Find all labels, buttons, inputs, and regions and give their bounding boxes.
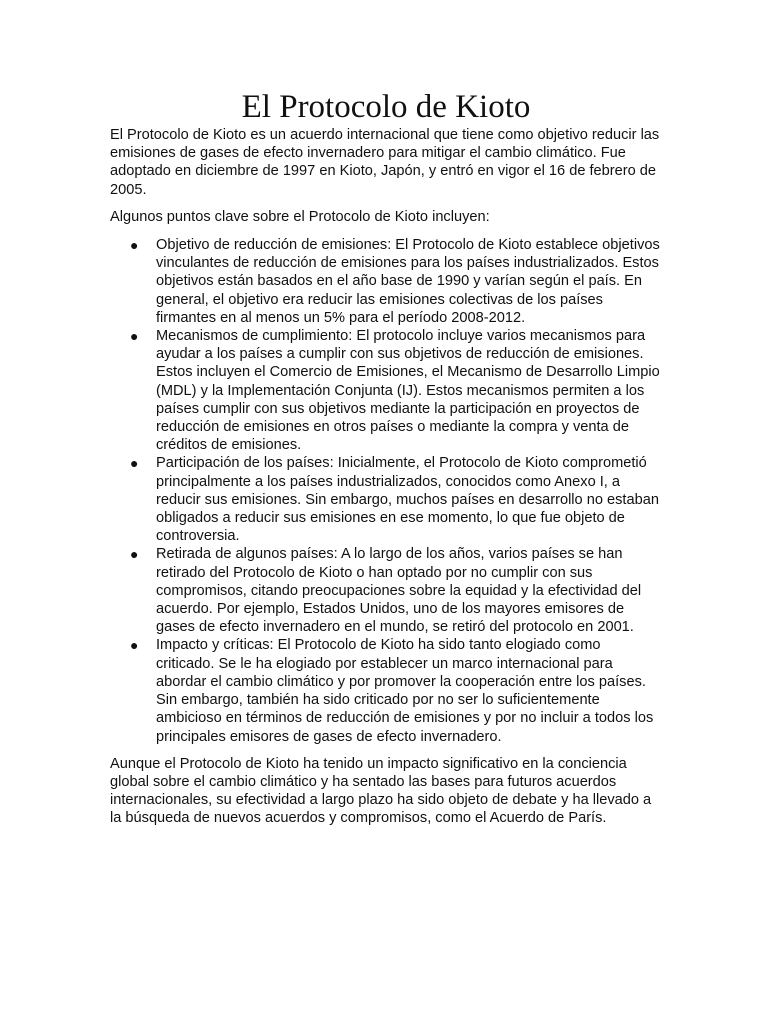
document-page [110,88,662,828]
bullet-icon: ● [130,455,139,472]
key-points-list [110,236,662,746]
lead-paragraph: Algunos puntos clave sobre el Protocolo de Kioto incluyen: [110,208,490,225]
closing-paragraph: Aunque el Protocolo de Kioto ha tenido un impacto significativo en la conciencia global sobre el cambio climático y ha sentado las bases para futuros acuerdos internacionales, su efectividad a largo plazo ha sido objeto de debate y ha llevado a la búsqueda de nuevos acuerdos y compromisos, como el Acuerdo de París. [110,755,652,827]
intro-paragraph: El Protocolo de Kioto es un acuerdo internacional que tiene como objetivo reducir las emisiones de gases de efecto invernadero para mitigar el cambio climático. Fue adoptado en diciembre de 1997 en Kioto, Japón, y entró en vigor el 16 de febrero de 2005. [110,127,660,198]
bullet-icon: ● [130,237,139,254]
list-item-text: Participación de los países: Inicialmente, el Protocolo de Kioto comprometió principalmente a los países industrializados, conocidos como Anexo I, a reducir sus emisiones. Sin embargo, muchos países en desarrollo no estaban obligados a reducir sus emisiones en ese momento, lo que fue objeto de controversia. [156,455,659,545]
document-title: El Protocolo de Kioto [241,89,531,125]
list-item [130,454,662,545]
list-item [130,327,662,454]
list-item-text: Objetivo de reducción de emisiones: El Protocolo de Kioto establece objetivos vinculantes de reducción de emisiones para los países industrializados. Estos objetivos están basados en el año base de 1990 y varían según el país. En general, el objetivo era reducir las emisiones colectivas de los países firmantes en al menos un 5% para el período 2008-2012. [156,237,660,326]
list-item [130,636,662,745]
list-item-text: Mecanismos de cumplimiento: El protocolo incluye varios mecanismos para ayudar a los países a cumplir con sus objetivos de reducción de emisiones. Estos incluyen el Comercio de Emisiones, el Mecanismo de Desarrollo Limpio (MDL) y la Implementación Conjunta (IJ). Estos mecanismos permiten a los países cumplir con sus objetivos mediante la participación en proyectos de reducción de emisiones en otros países o mediante la compra y venta de créditos de emisiones. [156,328,660,454]
list-item [130,545,662,636]
list-item-text: Impacto y críticas: El Protocolo de Kioto ha sido tanto elogiado como criticado. Se le ha elogiado por establecer un marco internacional para abordar el cambio climático y por promover la cooperación entre los países. Sin embargo, también ha sido criticado por no ser lo suficientemente ambicioso en términos de reducción de emisiones y por no incluir a todos los principales emisores de gases de efecto invernadero. [156,637,654,745]
bullet-icon: ● [130,546,139,563]
bullet-icon: ● [130,637,139,654]
bullet-icon: ● [130,328,139,345]
list-item-text: Retirada de algunos países: A lo largo de los años, varios países se han retirado del Protocolo de Kioto o han optado por no cumplir con sus compromisos, citando preocupaciones sobre la equidad y la efectividad del acuerdo. Por ejemplo, Estados Unidos, uno de los mayores emisores de gases de efecto invernadero en el mundo, se retiró del protocolo en 2001. [156,546,642,636]
list-item [130,236,662,327]
